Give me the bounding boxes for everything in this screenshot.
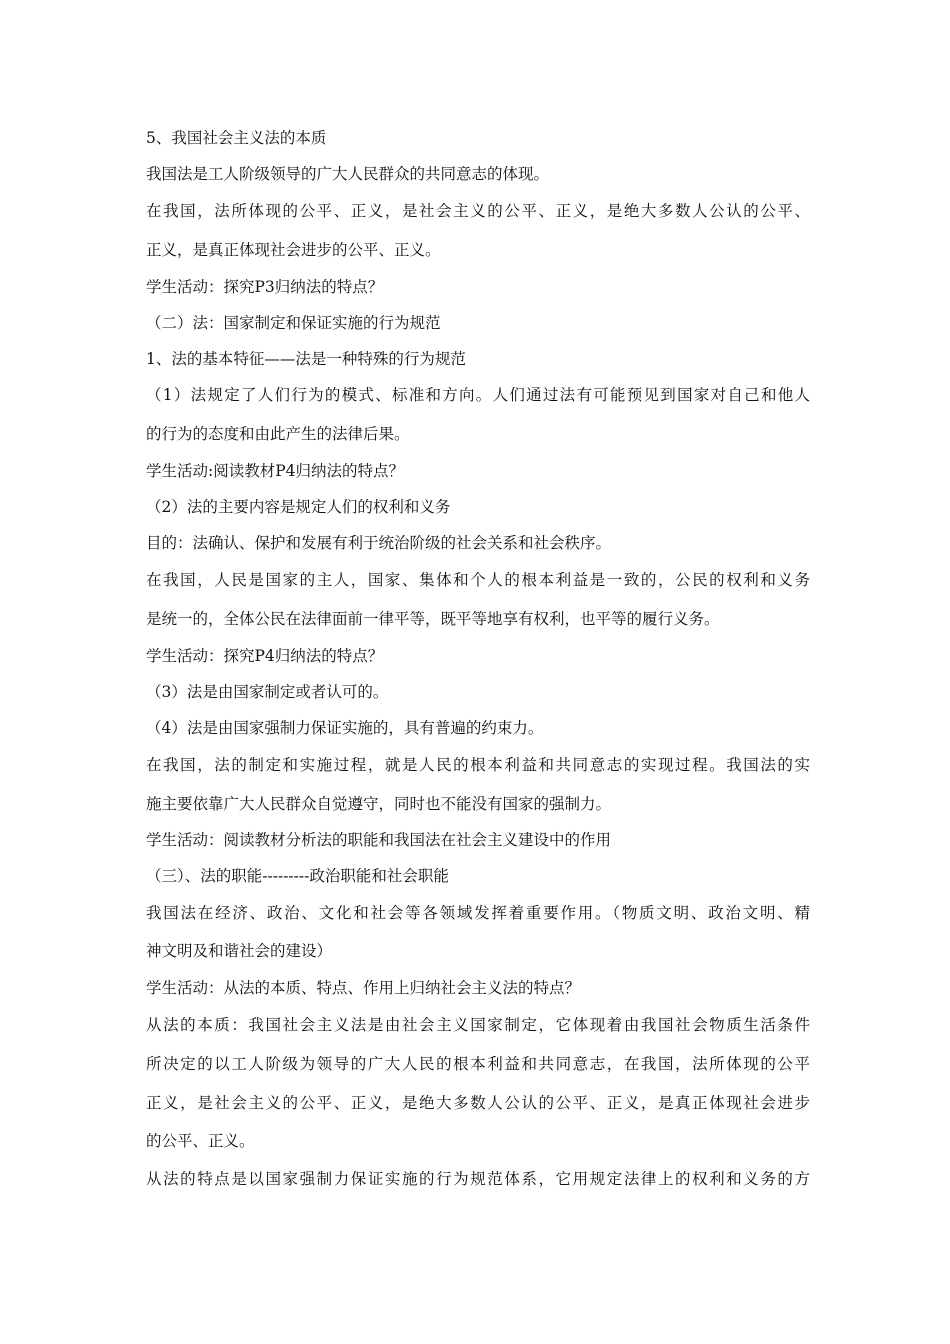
activity-line: 学生活动:阅读教材P4归纳法的特点？ — [146, 462, 405, 480]
section-heading: 1、法的基本特征——法是一种特殊的行为规范 — [146, 350, 466, 368]
activity-line: 学生活动：探究P4归纳法的特点？ — [146, 647, 384, 665]
section-heading: （三）、法的职能---------政治职能和社会职能 — [146, 867, 449, 885]
text-line: （1）法规定了人们行为的模式、标准和方向。人们通过法有可能预见到国家对自己和他人 — [146, 386, 810, 404]
text-line: 是统一的，全体公民在法律面前一律平等，既平等地享有权利，也平等的履行义务。 — [146, 610, 720, 628]
activity-line: 学生活动：探究P3归纳法的特点？ — [146, 278, 384, 296]
text-line: 目的：法确认、保护和发展有利于统治阶级的社会关系和社会秩序。 — [146, 534, 612, 552]
section-heading: 5、我国社会主义法的本质 — [146, 129, 327, 147]
text-line: 正义，是真正体现社会进步的公平、正义。 — [146, 241, 441, 259]
text-line: 施主要依靠广大人民群众自觉遵守，同时也不能没有国家的强制力。 — [146, 795, 612, 813]
activity-line: 学生活动：阅读教材分析法的职能和我国法在社会主义建设中的作用 — [146, 831, 612, 849]
text-line: 从法的本质：我国社会主义法是由社会主义国家制定，它体现着由我国社会物质生活条件 — [146, 1016, 810, 1034]
text-line: 我国法是工人阶级领导的广大人民群众的共同意志的体现。 — [146, 165, 550, 183]
text-line: 在我国，法的制定和实施过程，就是人民的根本利益和共同意志的实现过程。我国法的实 — [146, 756, 810, 774]
text-line: 的行为的态度和由此产生的法律后果。 — [146, 425, 410, 443]
text-line: （4）法是由国家强制力保证实施的，具有普遍的约束力。 — [146, 719, 544, 737]
text-line: 所决定的以工人阶级为领导的广大人民的根本利益和共同意志，在我国，法所体现的公平 — [146, 1055, 810, 1073]
text-line: 正义，是社会主义的公平、正义，是绝大多数人公认的公平、正义，是真正体现社会进步 — [146, 1094, 810, 1112]
text-line: 我国法在经济、政治、文化和社会等各领域发挥着重要作用。（物质文明、政治文明、精 — [146, 904, 810, 922]
text-line: 的公平、正义。 — [146, 1132, 255, 1150]
text-line: 在我国，法所体现的公平、正义，是社会主义的公平、正义，是绝大多数人公认的公平、 — [146, 202, 810, 220]
text-line: 在我国，人民是国家的主人，国家、集体和个人的根本利益是一致的，公民的权利和义务 — [146, 571, 810, 589]
text-line: （2）法的主要内容是规定人们的权利和义务 — [146, 498, 451, 516]
text-line: 从法的特点是以国家强制力保证实施的行为规范体系，它用规定法律上的权利和义务的方 — [146, 1170, 810, 1188]
activity-line: 学生活动：从法的本质、特点、作用上归纳社会主义法的特点？ — [146, 979, 581, 997]
text-line: （3）法是由国家制定或者认可的。 — [146, 683, 389, 701]
text-line: 神文明及和谐社会的建设） — [146, 942, 333, 960]
section-heading: （二）法：国家制定和保证实施的行为规范 — [146, 314, 441, 332]
